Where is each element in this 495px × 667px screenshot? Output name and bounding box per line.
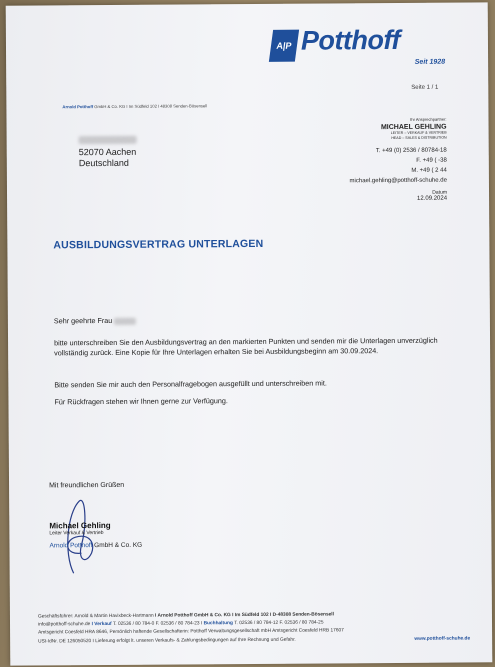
letter-footer — [38, 610, 470, 646]
signer-company-form: GmbH & Co. KG — [94, 541, 143, 550]
sender-address: GmbH & Co. KG I Im Südfeld 102 I 48308 Senden-Bösensell — [94, 103, 208, 110]
logo-name: Potthoff — [300, 24, 401, 56]
body-paragraph-3: Für Rückfragen stehen wir Ihnen gerne zur Verfügung. — [54, 396, 228, 407]
contact-phones — [307, 146, 447, 177]
footer-website-link: www.potthoff-schuhe.de — [414, 636, 471, 642]
signer-block — [49, 521, 142, 550]
redacted-name — [114, 317, 136, 324]
contact-fax: F. +49 ( -38 — [416, 157, 447, 164]
sender-company: Arnold Potthoff — [62, 104, 94, 110]
body-paragraph-1: bitte unterschreiben Sie den Ausbildungsvertrag an den markierten Punkten und senden mir die Unterlagen unverzüglich vollständig zurück. Eine Kopie für Ihre Unterlagen erhalten Sie bei Ausbildungsbeginn am 30.09.2024. — [54, 335, 438, 357]
logo-since: Seit 1928 — [414, 58, 446, 66]
sender-line — [62, 103, 207, 109]
contact-tel: T. +49 (0) 2536 / 80784-18 — [375, 147, 447, 155]
salutation-line — [54, 313, 464, 325]
footer-sales-label: Verkauf — [94, 622, 112, 628]
salutation: Sehr geehrte Frau — [53, 315, 113, 326]
signer-company-name: Arnold Potthoff — [49, 542, 93, 550]
footer-managers: Geschäftsführer: Arnold & Martin Havixbeck-Hartmann — [37, 613, 154, 620]
signer-role: Leiter Verkauf & Vertrieb — [49, 530, 104, 537]
contact-email: michael.gehling@potthoff-schuhe.de — [349, 177, 447, 185]
contact-mobile: M. +49 ( 2 44 — [411, 167, 447, 174]
letter-date: 12.09.2024 — [417, 195, 448, 202]
recipient-address — [79, 136, 137, 169]
signer-name: Michael Gehling — [49, 520, 111, 531]
logo-mark-icon: A|P — [269, 30, 299, 62]
letter-page — [6, 2, 493, 665]
contact-name: MICHAEL GEHLING — [380, 123, 447, 132]
footer-info-email: info@potthoff-schuhe.de — [38, 622, 91, 628]
footer-accounting-numbers: T. 02536 / 80 784-12 F. 02536 / 80 784-25 — [234, 620, 324, 627]
footer-terms: USt-IdNr. DE 126050520 I Lieferung erfolgt lt. unseren Verkaufs- & Zahlungsbedingungen auf Ihre Rechnung und Gefahr. — [38, 637, 296, 645]
letter-subject: AUSBILDUNGSVERTRAG UNTERLAGEN — [53, 237, 264, 252]
footer-line-3: Amtsgericht Coesfeld HRA 8646, Persönlich haftende Gesellschafterin: Potthoff Verwaltungsgesellschaft mbH Amtsgericht Coesfeld HRB 17607 — [38, 628, 344, 636]
contact-block — [306, 117, 447, 203]
footer-line-2: info@potthoff-schuhe.de I Verkauf T. 02536 / 80 784-0 F. 02536 / 80 784-23 I Buchhaltung T. 02536 / 80 784-12 F. 02536 / 80 784-25 — [38, 620, 324, 628]
recipient-city: 52070 Aachen — [78, 146, 137, 158]
footer-accounting-label: Buchhaltung — [203, 621, 233, 627]
date-label: Datum — [432, 189, 448, 196]
footer-sales-numbers: T. 02536 / 80 784-0 F. 02536 / 80 784-23 I — [112, 621, 203, 628]
body-paragraph-2: Bitte senden Sie mir auch den Personalfragebogen ausgefüllt und unterschreiben mit. — [54, 378, 327, 390]
closing-phrase: Mit freundlichen Grüßen — [49, 481, 125, 490]
potthoff-logo — [271, 25, 451, 68]
recipient-country: Deutschland — [78, 157, 129, 169]
redacted-street — [79, 136, 137, 144]
signer-company — [49, 542, 142, 550]
contact-label: Ihr Ansprechpartner: — [410, 116, 447, 122]
contact-role-de: LEITER – VERKAUF & VERTRIEB — [390, 130, 447, 136]
footer-company-address: I Arnold Potthoff GmbH & Co. KG I Im Südfeld 102 I D-48308 Senden-Bösensell — [155, 612, 334, 619]
contact-role-en: HEAD – SALES & DISTRIBUTION — [391, 135, 447, 140]
page-number: Seite 1 / 1 — [411, 84, 439, 91]
